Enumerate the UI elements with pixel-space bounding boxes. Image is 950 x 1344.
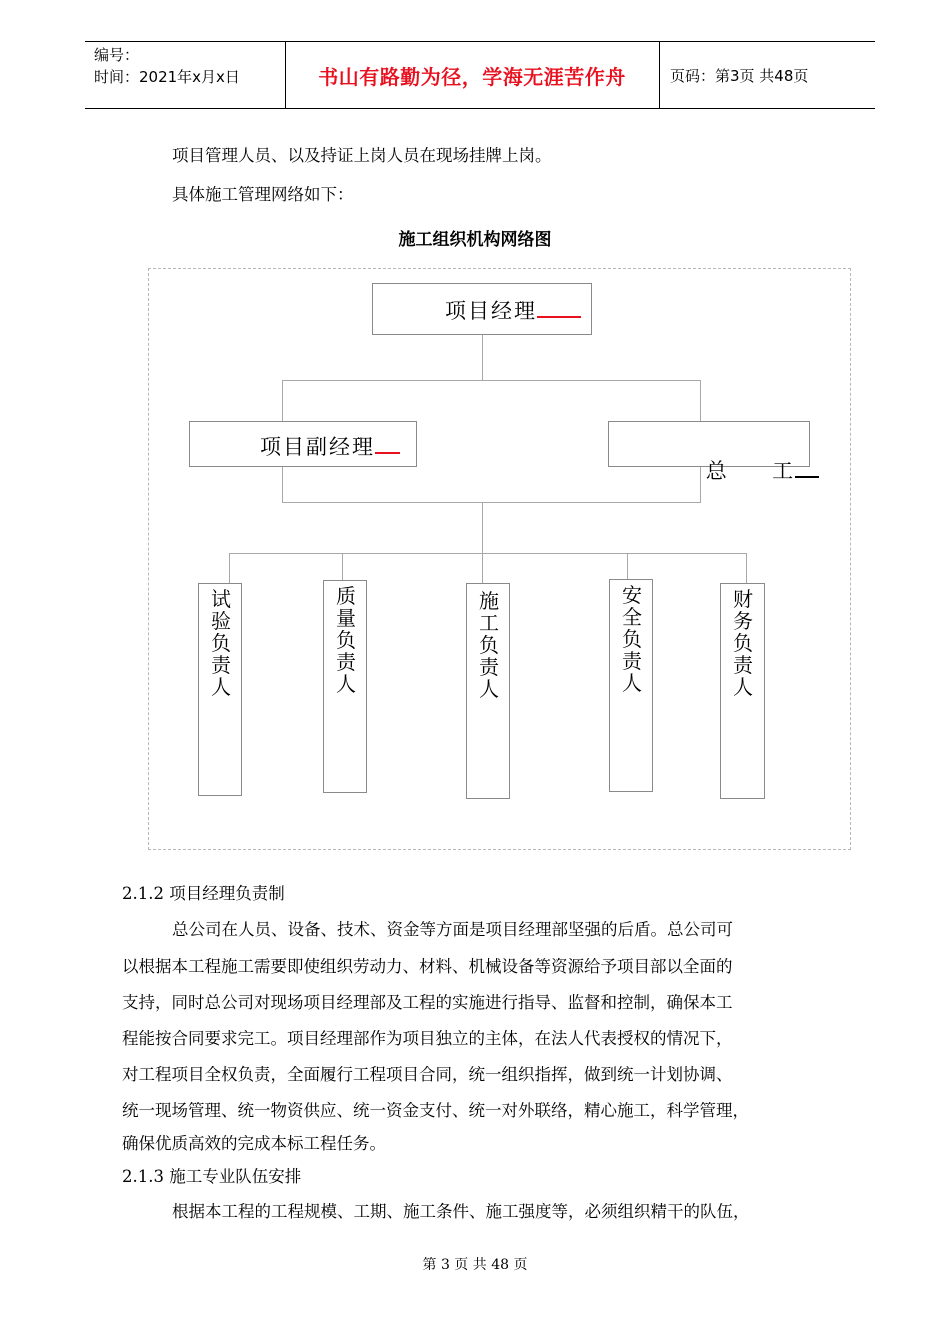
node-deputy-manager: [189, 421, 417, 467]
header-bottom-rule: [85, 108, 875, 109]
node-safety-lead: [609, 579, 653, 792]
blank-line: [795, 472, 819, 478]
role-char: 安: [622, 583, 642, 607]
role-char: 务: [733, 609, 753, 633]
role-char: 全: [622, 605, 642, 629]
role-char: 工: [479, 611, 499, 635]
role-char: 负: [479, 633, 499, 657]
role-char: 人: [733, 675, 753, 699]
connector-level3-horizontal: [229, 553, 747, 554]
page-footer: 第 3 页 共 48 页: [422, 1257, 528, 1273]
section-212-line-4: 程能按合同要求完工。项目经理部作为项目独立的主体，在法人代表授权的情况下，: [122, 1029, 733, 1048]
node-chief-engineer: [608, 421, 810, 483]
role-char: 人: [622, 671, 642, 695]
node-deputy-manager-label: 项目副经理: [260, 435, 375, 459]
role-char: 人: [479, 677, 499, 701]
intro-line-1: 项目管理人员、以及持证上岗人员在现场挂牌上岗。: [172, 146, 552, 165]
role-char: 责: [211, 653, 231, 677]
header-meta: [94, 44, 284, 88]
section-212-line-5: 对工程项目全权负责，全面履行工程项目合同，统一组织指挥，做到统一计划协调、: [122, 1065, 733, 1084]
connector-level2-bottom: [282, 502, 701, 503]
role-char: 负: [733, 631, 753, 655]
header-page-label: 页码：第3页 共48页: [670, 66, 809, 85]
section-212-line-7: 确保优质高效的完成本标工程任务。: [122, 1134, 386, 1153]
blank-line: [375, 448, 400, 454]
intro-line-2: 具体施工管理网络如下：: [172, 185, 354, 204]
section-212-line-1: 总公司在人员、设备、技术、资金等方面是项目经理部坚强的后盾。总公司可: [172, 920, 733, 939]
node-construction-lead: [466, 583, 510, 799]
role-char: 验: [211, 609, 231, 633]
role-char: 责: [733, 653, 753, 677]
role-char: 负: [622, 627, 642, 651]
header-motto: 书山有路勤为径，学海无涯苦作舟: [318, 64, 626, 89]
section-212-line-2: 以根据本工程施工需要即使组织劳动力、材料、机械设备等资源给予项目部以全面的: [122, 957, 733, 976]
role-char: 质: [336, 584, 356, 608]
role-char: 财: [733, 587, 753, 611]
connector-role-2: [342, 553, 343, 580]
role-char: 责: [479, 655, 499, 679]
connector-role-1: [229, 553, 230, 583]
connector-role-3: [482, 553, 483, 583]
node-finance-lead: [720, 583, 765, 799]
connector-center-down: [482, 502, 483, 554]
chart-title: 施工组织机构网络图: [398, 230, 552, 250]
section-212-line-3: 支持，同时总公司对现场项目经理部及工程的实施进行指导、监督和控制，确保本工: [122, 993, 733, 1012]
section-213-heading: 2.1.3 施工专业队伍安排: [122, 1167, 302, 1186]
node-test-lead: [198, 583, 242, 796]
header-code-label: 编号：: [94, 46, 140, 64]
role-char: 人: [211, 675, 231, 699]
node-quality-lead: [323, 580, 367, 793]
role-char: 试: [211, 587, 231, 611]
connector-role-5: [746, 553, 747, 583]
node-project-manager: [372, 283, 592, 335]
connector-role-4: [627, 553, 628, 579]
section-212-line-6: 统一现场管理、统一物资供应、统一资金支付、统一对外联络，精心施工，科学管理，: [122, 1101, 749, 1120]
section-213-line-1: 根据本工程的工程规模、工期、施工条件、施工强度等，必须组织精干的队伍，: [172, 1202, 750, 1221]
role-char: 负: [211, 631, 231, 655]
role-char: 人: [336, 672, 356, 696]
header-date-label: 时间：2021年x月x日: [94, 68, 240, 86]
section-212-heading: 2.1.2 项目经理负责制: [122, 884, 285, 903]
node-project-manager-label: 项目经理: [445, 299, 537, 323]
role-char: 施: [479, 589, 499, 613]
role-char: 责: [336, 650, 356, 674]
connector-level2-horizontal: [282, 380, 701, 381]
role-char: 责: [622, 649, 642, 673]
node-chief-engineer-label: 总 工: [705, 459, 796, 483]
role-char: 量: [336, 606, 356, 630]
role-char: 负: [336, 628, 356, 652]
connector-top-vertical: [482, 335, 483, 380]
blank-line: [537, 312, 581, 318]
